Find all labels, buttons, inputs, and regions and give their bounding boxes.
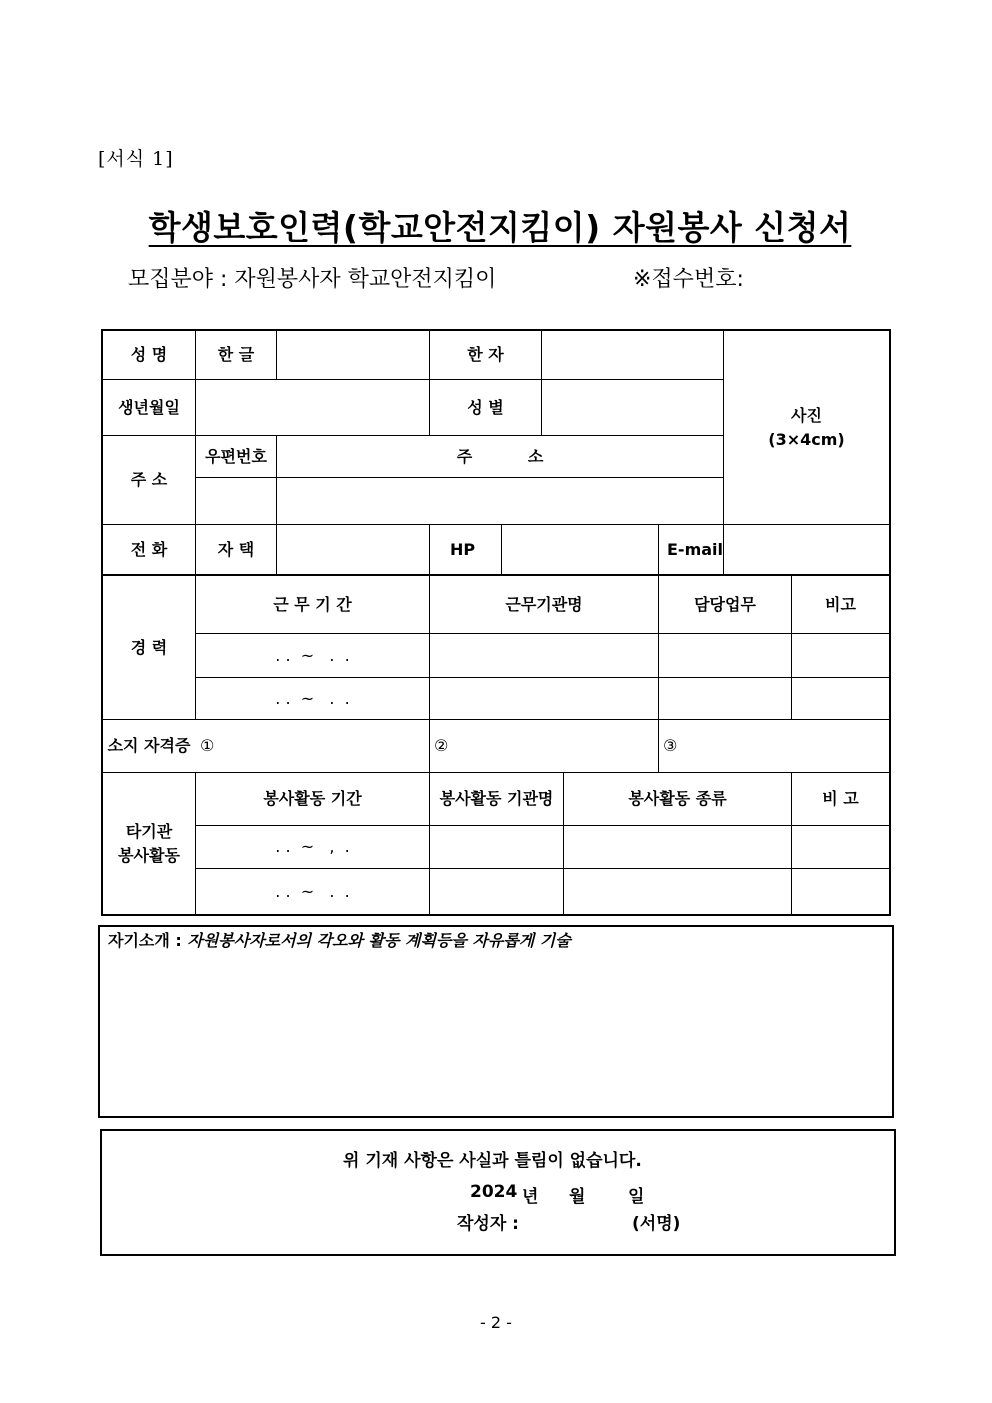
career-duty-header: 담당업무 bbox=[694, 594, 756, 614]
signature-label: (서명) bbox=[632, 1214, 681, 1234]
birthdate-label: 생년월일 bbox=[118, 397, 180, 417]
title-text: 학생보호인력(학교안전지킴이) 자원봉사 신청서 bbox=[148, 208, 852, 247]
email-label: E-mail bbox=[667, 539, 724, 559]
self-introduction-box[interactable] bbox=[98, 925, 894, 1118]
volunteer-period-input[interactable]: . . ~ , . bbox=[275, 837, 350, 856]
career-duty-input[interactable] bbox=[659, 678, 791, 719]
self-introduction-prompt bbox=[108, 928, 571, 951]
date-year: 2024 bbox=[470, 1182, 518, 1202]
phone-label: 전 화 bbox=[130, 539, 168, 559]
career-note-header: 비고 bbox=[825, 594, 856, 614]
volunteer-org-input[interactable] bbox=[430, 826, 563, 868]
gender-label: 성 별 bbox=[467, 397, 504, 417]
self-introduction-hint: 자원봉사자로서의 각오와 활동 계획등을 자유롭게 기술 bbox=[187, 931, 571, 950]
volunteer-type-header: 봉사활동 종류 bbox=[628, 789, 727, 808]
career-period-input[interactable]: . . ~ . . bbox=[275, 645, 350, 665]
self-introduction-label: 자기소개 : bbox=[108, 931, 182, 950]
postal-code-label: 우편번호 bbox=[205, 446, 267, 466]
address-label: 주 소 bbox=[130, 470, 168, 489]
photo-size: (3×4cm) bbox=[768, 429, 845, 449]
volunteer-note-input[interactable] bbox=[792, 869, 889, 914]
name-label: 성 명 bbox=[130, 345, 168, 364]
gender-input[interactable] bbox=[542, 380, 723, 435]
certificate-input-3[interactable]: ③ bbox=[663, 736, 678, 755]
page-title bbox=[0, 202, 992, 249]
form-number: [서식 1] bbox=[98, 148, 174, 170]
career-note-input[interactable] bbox=[792, 634, 889, 677]
address-header: 주 소 bbox=[456, 446, 544, 466]
address-input[interactable] bbox=[277, 478, 723, 524]
declaration-box bbox=[100, 1129, 896, 1256]
certificate-input-2[interactable]: ② bbox=[434, 736, 449, 755]
hanja-name-label: 한 자 bbox=[467, 345, 504, 364]
home-phone-label: 자 택 bbox=[217, 539, 255, 559]
career-org-input[interactable] bbox=[430, 634, 658, 677]
career-period-input[interactable]: . . ~ . . bbox=[275, 688, 350, 708]
hp-input[interactable] bbox=[502, 525, 658, 574]
writer-label: 작성자 : bbox=[457, 1214, 519, 1234]
volunteer-type-input[interactable] bbox=[564, 826, 791, 868]
hanja-name-input[interactable] bbox=[542, 331, 723, 379]
volunteer-label-line2: 봉사활동 bbox=[118, 845, 180, 865]
volunteer-period-input[interactable]: . . ~ . . bbox=[275, 881, 350, 901]
career-period-header: 근 무 기 간 bbox=[273, 594, 352, 614]
certificate-input-1[interactable]: ① bbox=[200, 736, 215, 755]
birthdate-input[interactable] bbox=[196, 380, 429, 435]
application-table bbox=[101, 329, 891, 916]
volunteer-org-input[interactable] bbox=[430, 869, 563, 914]
volunteer-label bbox=[103, 773, 195, 914]
volunteer-type-input[interactable] bbox=[564, 869, 791, 914]
career-org-header: 근무기관명 bbox=[505, 594, 583, 614]
korean-name-input[interactable] bbox=[277, 331, 429, 379]
hp-label: HP bbox=[450, 539, 476, 559]
photo-box[interactable] bbox=[724, 331, 889, 524]
volunteer-note-input[interactable] bbox=[792, 826, 889, 868]
home-phone-input[interactable] bbox=[277, 525, 429, 574]
recruitment-field: 모집분야 : 자원봉사자 학교안전지킴이 bbox=[128, 267, 497, 292]
date-year-unit: 년 bbox=[522, 1187, 539, 1207]
date-month-unit: 월 bbox=[569, 1187, 586, 1207]
declaration-statement: 위 기재 사항은 사실과 틀림이 없습니다. bbox=[343, 1151, 642, 1171]
career-label: 경 력 bbox=[130, 637, 168, 657]
photo-label: 사진 bbox=[791, 405, 822, 425]
volunteer-note-header: 비 고 bbox=[822, 789, 859, 808]
volunteer-period-header: 봉사활동 기간 bbox=[263, 789, 362, 808]
date-day-unit: 일 bbox=[628, 1187, 645, 1207]
career-duty-input[interactable] bbox=[659, 634, 791, 677]
career-org-input[interactable] bbox=[430, 678, 658, 719]
volunteer-org-header: 봉사활동 기관명 bbox=[439, 789, 554, 808]
page-number: - 2 - bbox=[480, 1313, 512, 1332]
email-input[interactable] bbox=[724, 525, 889, 574]
career-note-input[interactable] bbox=[792, 678, 889, 719]
certificates-label: 소지 자격증 bbox=[107, 736, 191, 755]
postal-code-input[interactable] bbox=[196, 478, 276, 524]
korean-name-label: 한 글 bbox=[217, 345, 255, 364]
receipt-number-label: ※접수번호: bbox=[633, 267, 744, 292]
volunteer-label-line1: 타기관 bbox=[125, 821, 173, 841]
